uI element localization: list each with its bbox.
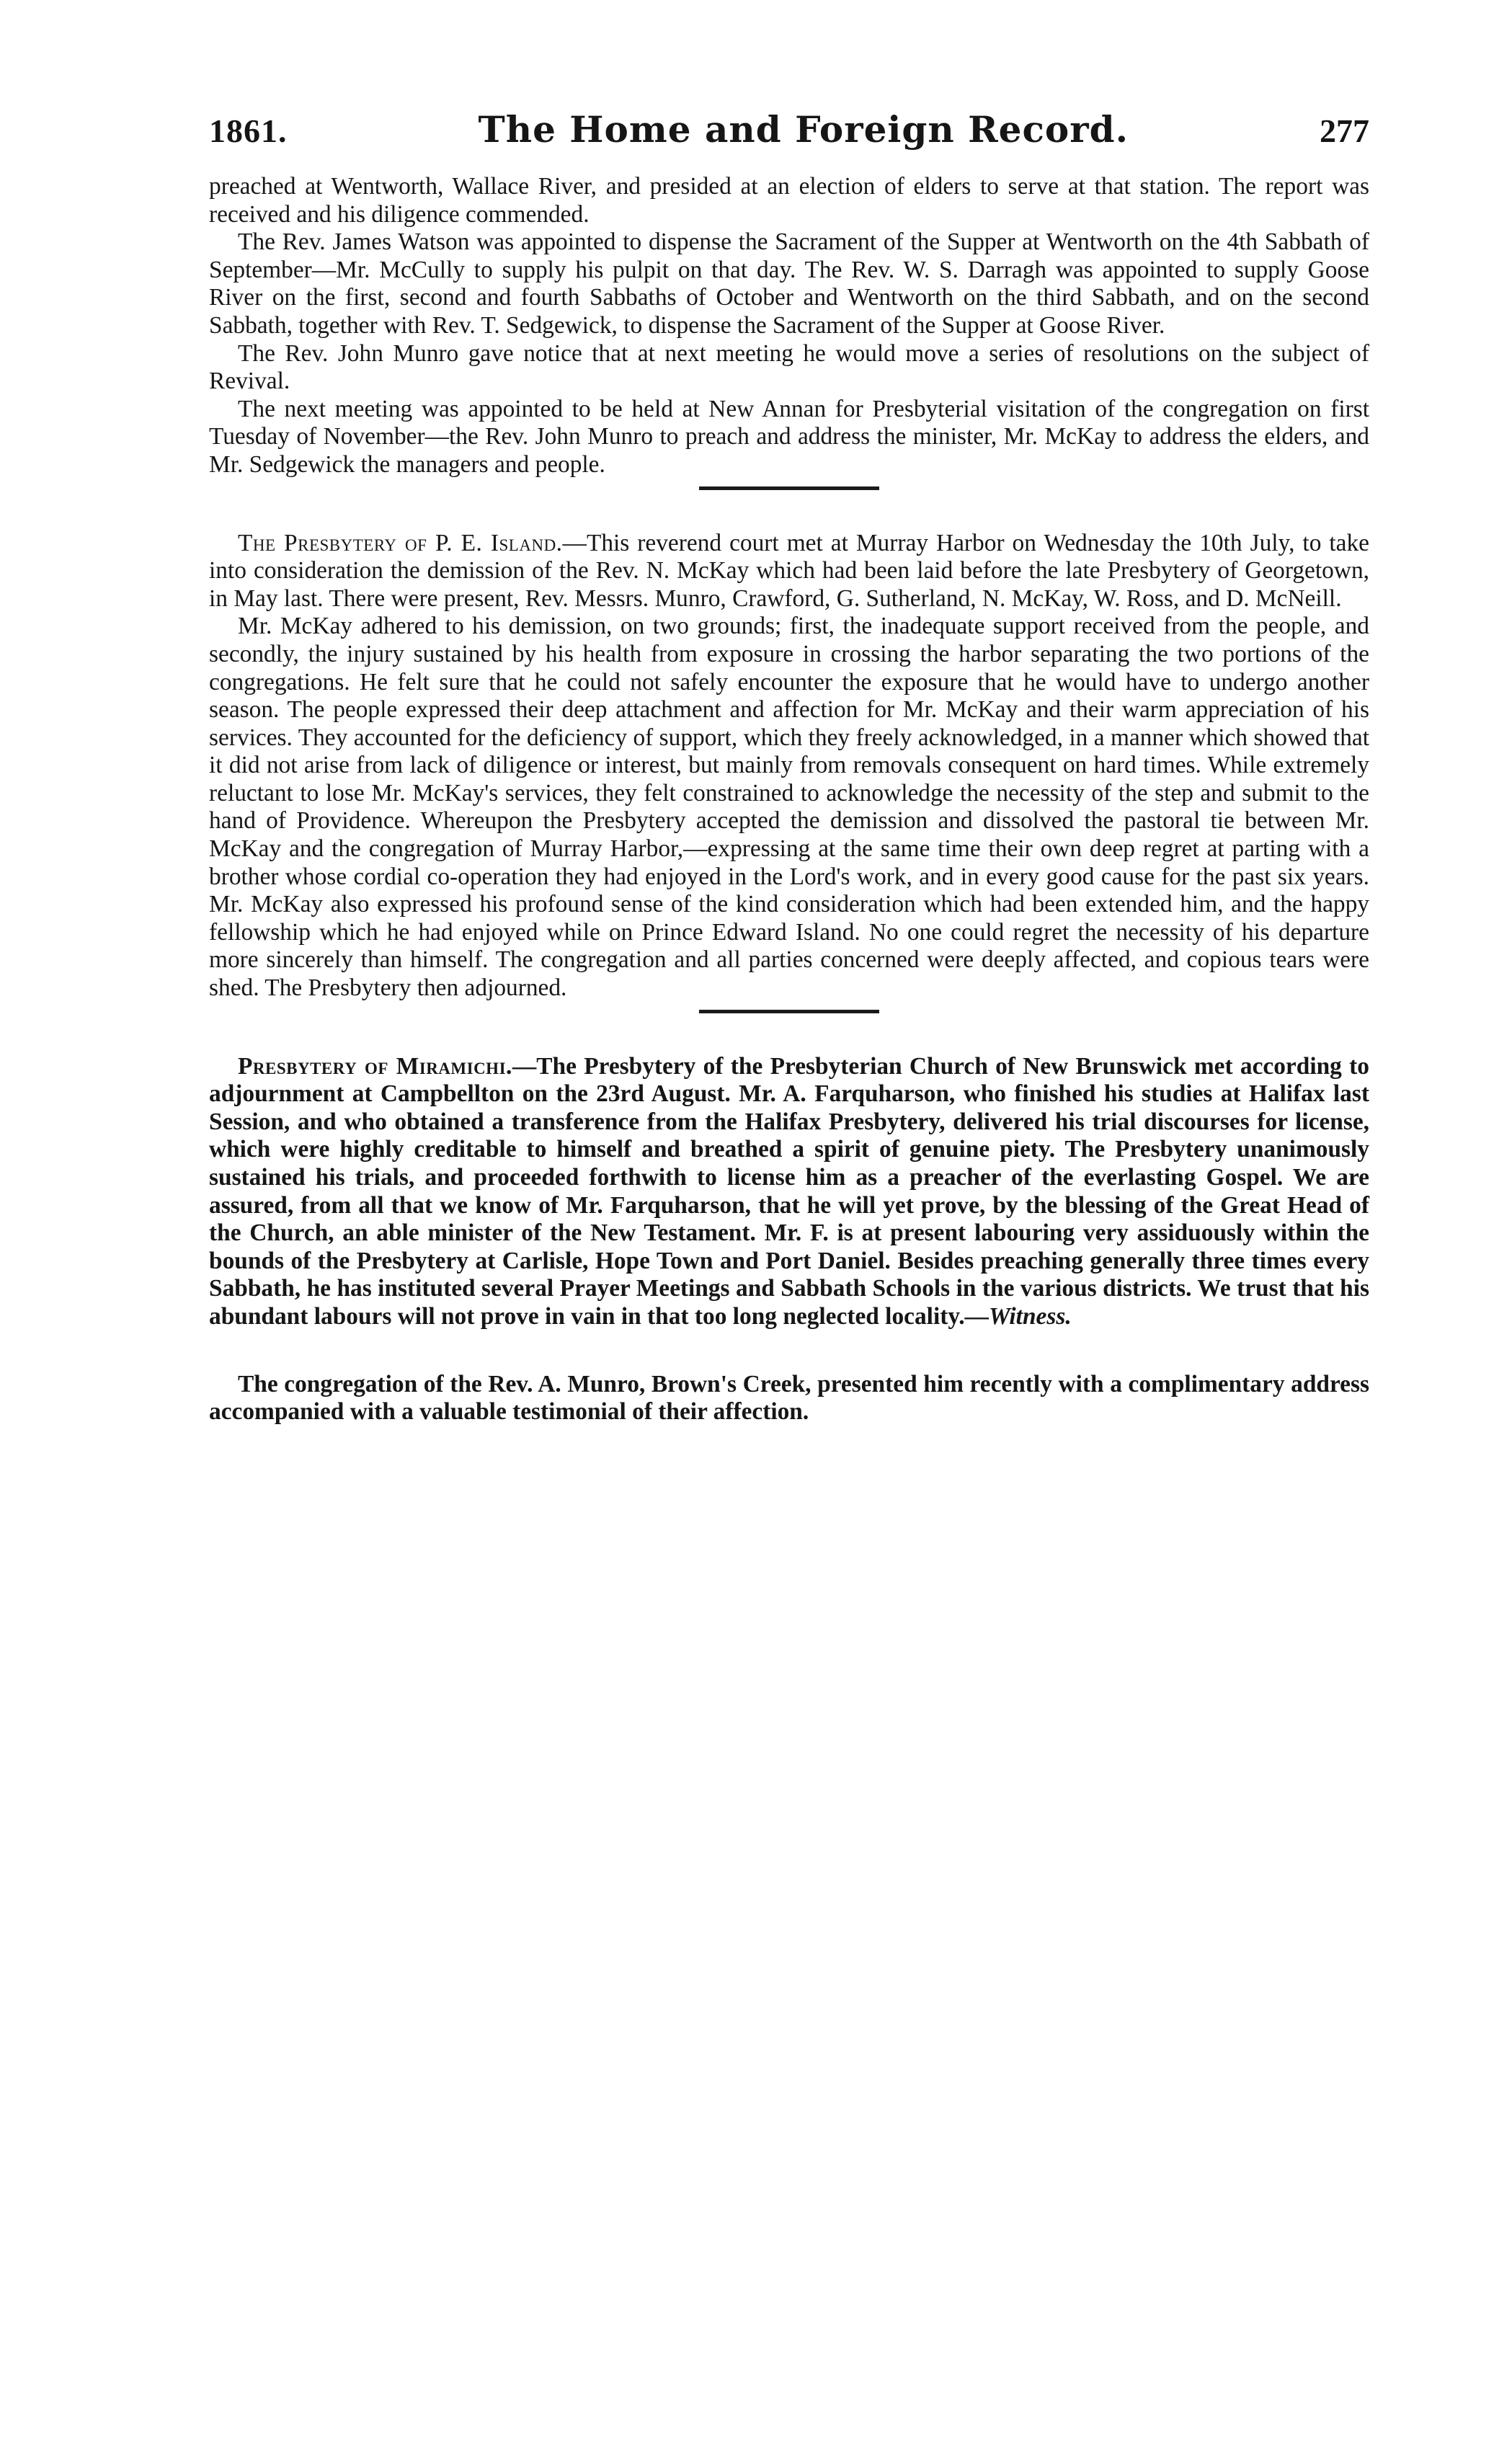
section-heading: The Presbytery of P. E. Island. xyxy=(238,529,563,556)
paragraph: preached at Wentworth, Wallace River, and presided at an election of elders to serve at that station. The report was received and his diligence commended. xyxy=(209,173,1369,228)
paragraph xyxy=(209,1053,1369,1331)
paragraph-text: —The Presbytery of the Presbyterian Church of New Brunswick met according to adjournment at Campbellton on the 23rd August. Mr. A. Farquharson, who finished his studies at Halifax last Session, and who obtained a transference from the Halifax Presbytery, delivered his trial discourses for license, which were highly creditable to himself and breathed a spirit of genuine piety. The Presbytery unanimously sustained his trials, and proceeded forthwith to license him as a preacher of the everlasting Gospel. We are assured, from all that we know of Mr. Farquharson, that he will yet prove, by the blessing of the Great Head of the Church, an able minister of the New Testament. Mr. F. is at present labouring very assiduously within the bounds of the Presbytery at Carlisle, Hope Town and Port Daniel. Besides preaching generally three times every Sabbath, he has instituted several Prayer Meetings and Sabbath Schools in the various districts. We trust that his abundant labours will not prove in vain in that too long neglected locality.— xyxy=(209,1052,1369,1330)
header-title: The Home and Foreign Record. xyxy=(478,108,1129,151)
paragraph: The Rev. John Munro gave notice that at next meeting he would move a series of resolutions on the subject of Revival. xyxy=(209,339,1369,395)
paragraph-text: —This reverend court met at Murray Harbor on Wednesday the 10th July, to take into consideration the demission of the Rev. N. McKay which had been laid before the late Presbytery of Georgetown, in May last. There were present, Rev. Messrs. Munro, Crawford, G. Sutherland, N. McKay, W. Ross, and D. McNeill. xyxy=(209,529,1370,612)
page xyxy=(209,108,1369,1426)
paragraph: Mr. McKay adhered to his demission, on two grounds; first, the inadequate support received from the people, and secondly, the injury sustained by his health from exposure in crossing the harbor separating the two portions of the congregations. He felt sure that he could not safely encounter the exposure that he would have to undergo another season. The people expressed their deep attachment and affection for Mr. McKay and their warm appreciation of his services. They accounted for the deficiency of support, which they freely acknowledged, in a manner which showed that it did not arise from lack of diligence or interest, but mainly from removals consequent on hard times. While extremely reluctant to lose Mr. McKay's services, they felt constrained to acknowledge the necessity of the step and submit to the hand of Providence. Whereupon the Presbytery accepted the demission and dissolved the pastoral tie between Mr. McKay and the congregation of Murray Harbor,—expressing at the same time their own deep regret at parting with a brother whose cordial co-operation they had enjoyed in the Lord's work, and in every good cause for the past six years. Mr. McKay also expressed his profound sense of the kind consideration which had been extended him, and the happy fellowship which he had enjoyed while on Prince Edward Island. No one could regret the necessity of his departure more sincerely than himself. The congregation and all parties concerned were deeply affected, and copious tears were shed. The Presbytery then adjourned. xyxy=(209,613,1369,1002)
paragraph: The congregation of the Rev. A. Munro, Brown's Creek, presented him recently with a complimentary address accompanied with a valuable testimonial of their affection. xyxy=(209,1370,1369,1426)
section-wallace-presbytery xyxy=(209,173,1369,490)
header-year: 1861. xyxy=(209,112,288,149)
source-attribution: Witness. xyxy=(988,1302,1072,1330)
section-miramichi-presbytery xyxy=(209,1053,1369,1331)
article-body xyxy=(209,173,1369,1426)
section-pei-presbytery xyxy=(209,530,1369,1013)
running-header xyxy=(209,108,1369,173)
paragraph: The next meeting was appointed to be held at New Annan for Presbyterial visitation of the congregation on first Tuesday of November—the Rev. John Munro to preach and address the minister, Mr. McKay to address the elders, and Mr. Sedgewick the managers and people. xyxy=(209,395,1369,478)
paragraph: The Rev. James Watson was appointed to dispense the Sacrament of the Supper at Wentworth on the 4th Sabbath of September—Mr. McCully to supply his pulpit on that day. The Rev. W. S. Darragh was appointed to supply Goose River on the first, second and fourth Sabbaths of October and Wentworth on the third Sabbath, and on the second Sabbath, together with Rev. T. Sedgewick, to dispense the Sacrament of the Supper at Goose River. xyxy=(209,228,1369,339)
section-browns-creek xyxy=(209,1371,1369,1426)
section-heading: Presbytery of Miramichi. xyxy=(238,1052,512,1080)
header-page-number: 277 xyxy=(1320,112,1369,149)
paragraph-lead xyxy=(209,530,1369,613)
